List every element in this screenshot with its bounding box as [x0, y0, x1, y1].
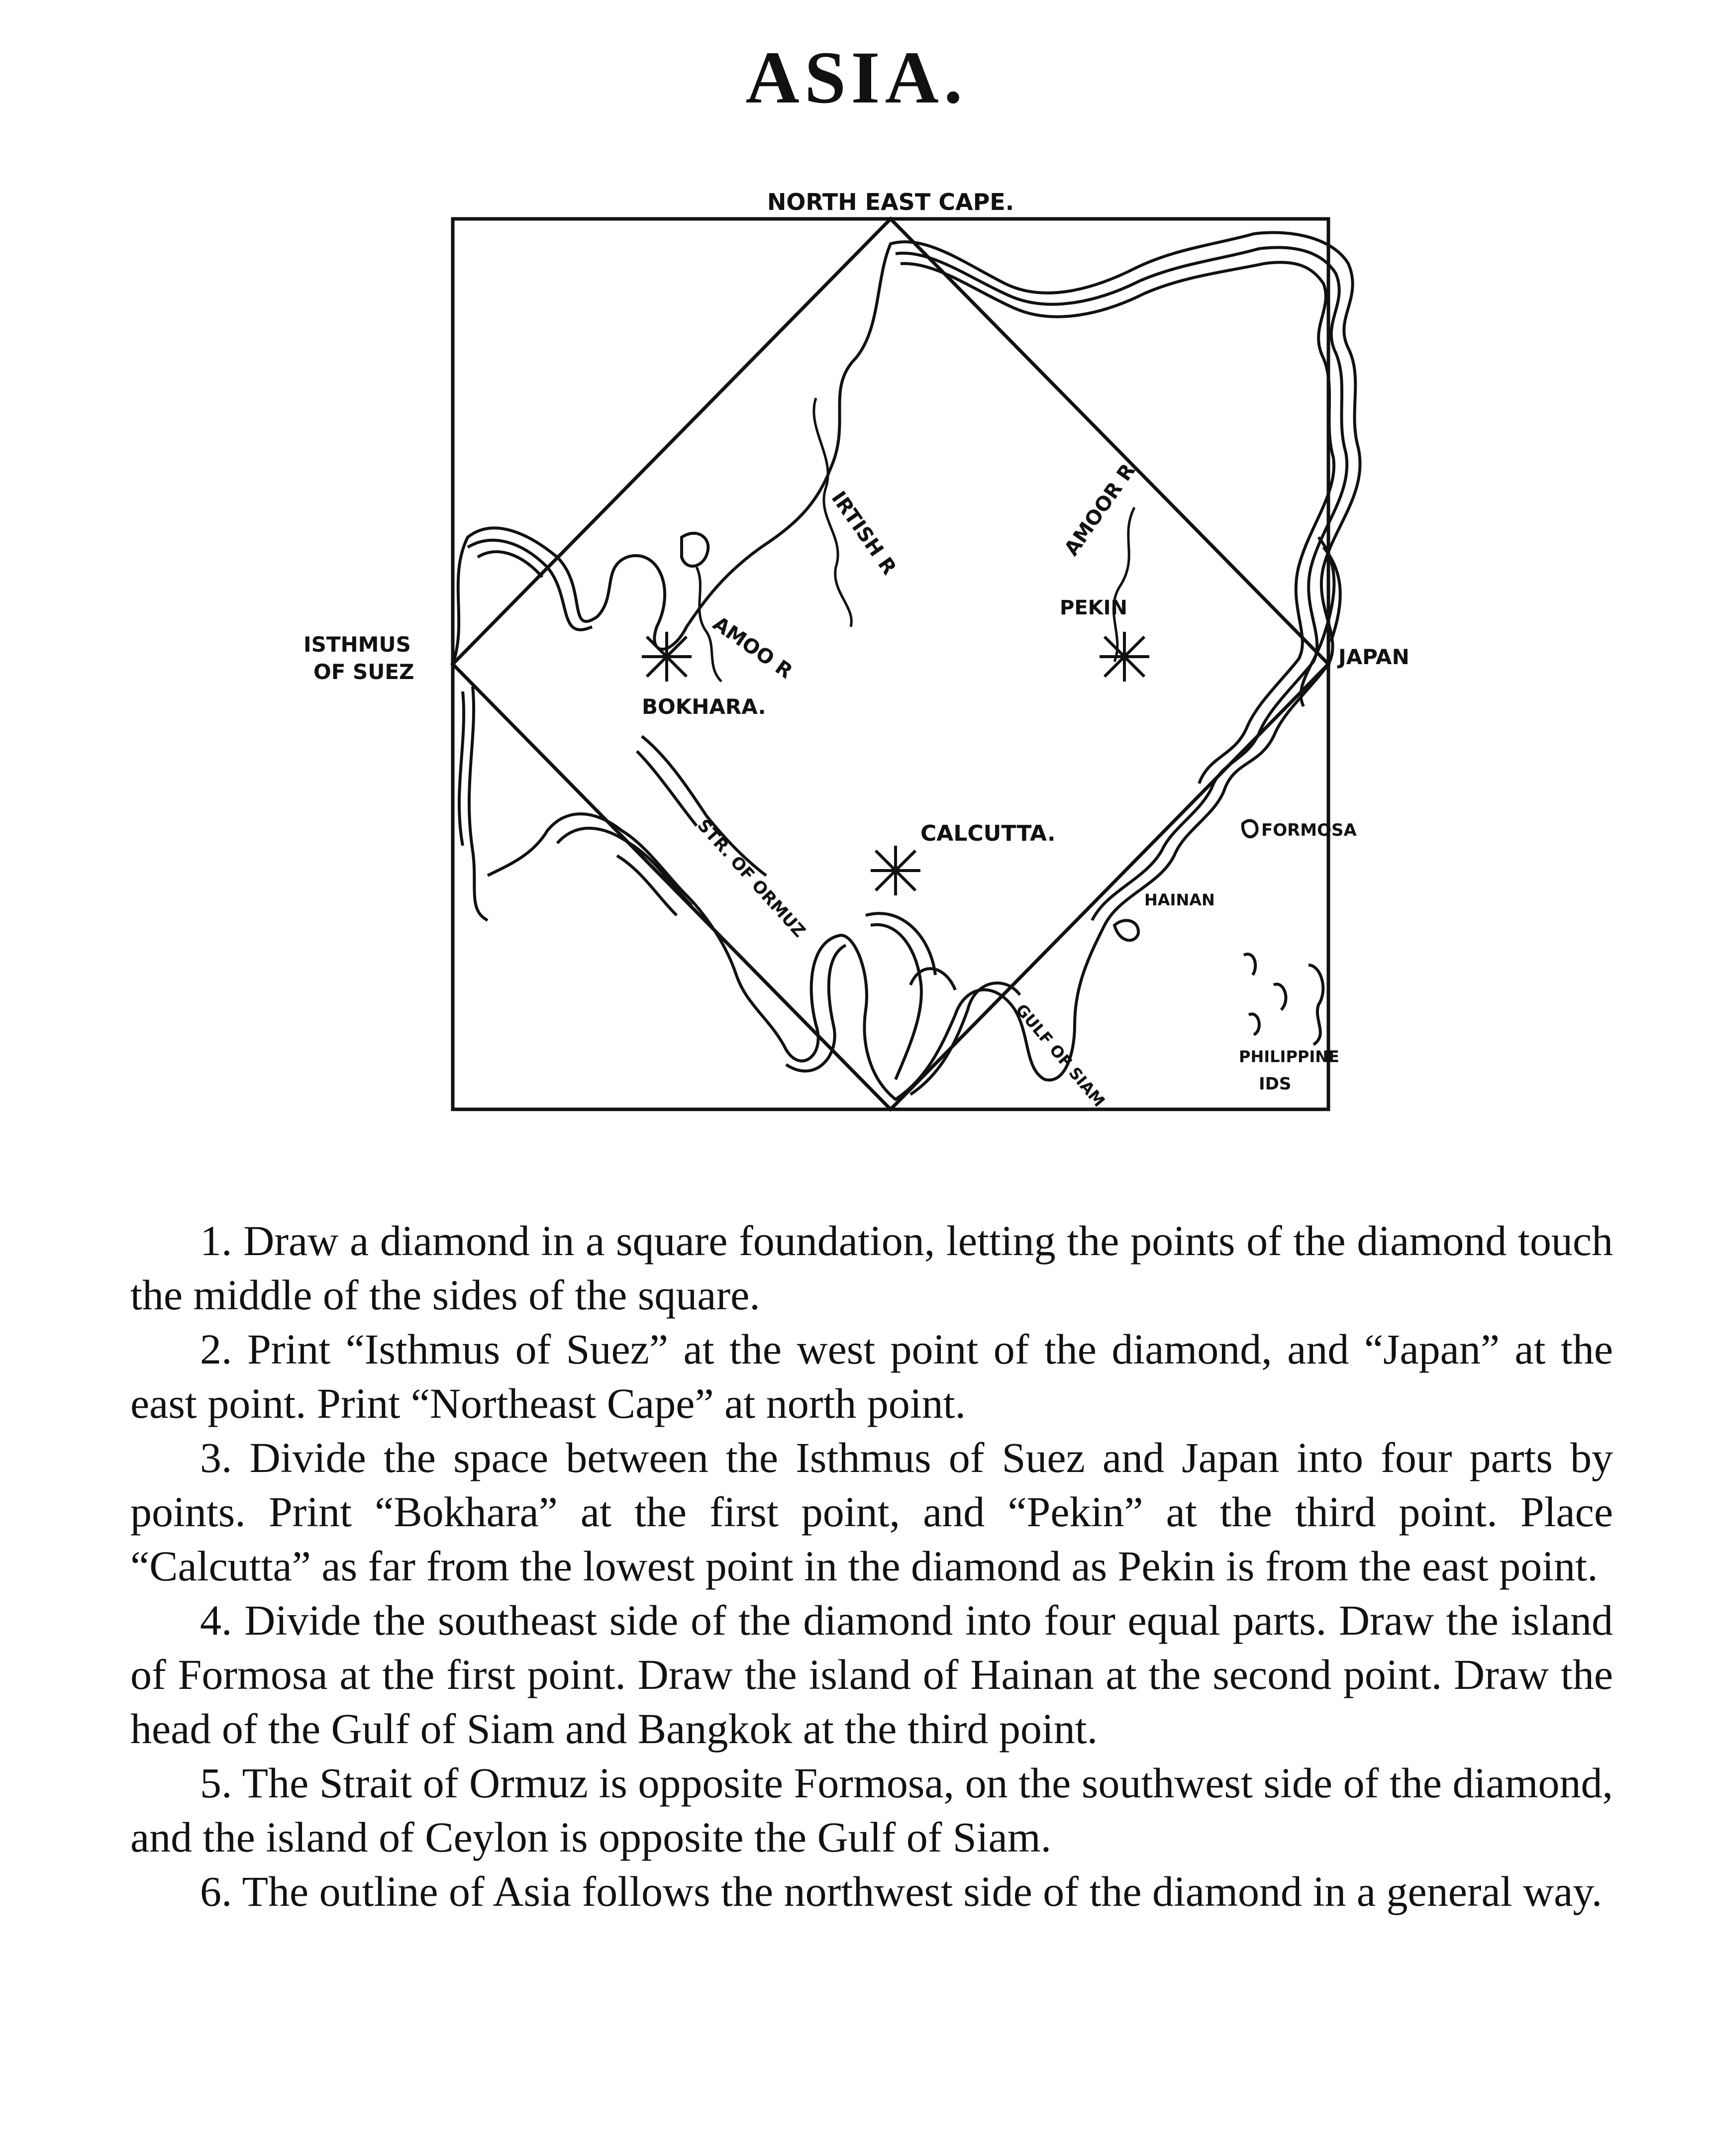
coastline-contour: [786, 945, 1020, 1094]
page-title: ASIA.: [745, 36, 968, 119]
asia-coastline: [453, 233, 1360, 1100]
label-bokhara: BOKHARA.: [642, 694, 766, 719]
construction-frame: [453, 219, 1328, 1109]
label-formosa: FORMOSA: [1261, 820, 1357, 840]
persian-gulf-coast: [637, 736, 766, 876]
label-amoor: AMOOR R: [1060, 459, 1140, 560]
coastline: [453, 233, 1360, 1100]
label-isthmus: OF SUEZ: [313, 660, 414, 684]
coastline-contour: [901, 262, 1334, 784]
islands: [682, 533, 1340, 1045]
formosa-island: [1243, 820, 1257, 837]
bokhara-marker: [642, 632, 692, 682]
label-philippine: IDS: [1259, 1074, 1292, 1094]
label-japan: JAPAN: [1338, 645, 1410, 669]
square-foundation: [453, 219, 1328, 1109]
label-north-east-cape: NORTH EAST CAPE.: [767, 189, 1014, 215]
label-hainan: HAINAN: [1144, 890, 1215, 909]
label-irtish: IRTISH R: [826, 487, 901, 579]
label-philippine: PHILIPPINE: [1239, 1047, 1339, 1066]
calcutta-marker: [871, 846, 920, 895]
instruction-item: 1. Draw a diamond in a square foundation, letting the points of the diamond touch the middle of the sides of the square.: [130, 1217, 1613, 1319]
instructions-list: [130, 1214, 1613, 1919]
asia-outline-map: [299, 189, 1443, 1134]
instruction-item: 6. The outline of Asia follows the northwest side of the diamond in a general way.: [200, 1867, 1603, 1915]
india-contour: [866, 913, 935, 1079]
instruction-item: 3. Divide the space between the Isthmus of Suez and Japan into four parts by points. Print “Bokhara” at the first point, and “Pekin” at the third point. Place “Calcutta” as far from the lowest point in the diamond as Pekin is from the east point.: [130, 1434, 1613, 1590]
instruction-item: 2. Print “Isthmus of Suez” at the west point of the diamond, and “Japan” at the east point. Print “Northeast Cape” at north point.: [130, 1325, 1613, 1427]
red-sea-coast: [459, 686, 488, 920]
coastline-contour: [557, 828, 692, 915]
instruction-item: 4. Divide the southeast side of the diamond into four equal parts. Draw the island of Formosa at the first point. Draw the island of Hainan at the second point. Draw the head of the Gulf of Siam and Bangkok at the third point.: [130, 1596, 1613, 1753]
pekin-marker: [1100, 632, 1149, 682]
label-gulf-of-siam: GULF OF SIAM: [1011, 1000, 1109, 1111]
hainan-island: [1114, 920, 1138, 940]
label-amoo: AMOO R: [708, 612, 797, 684]
map-labels: [303, 189, 1410, 1110]
instruction-item: 5. The Strait of Ormuz is opposite Formosa, on the southwest side of the diamond, and the island of Ceylon is opposite the Gulf of Siam.: [130, 1759, 1613, 1861]
diamond: [453, 219, 1328, 1109]
japan-island: [1301, 537, 1340, 706]
label-isthmus: ISTHMUS: [303, 632, 411, 657]
label-pekin: PEKIN: [1060, 596, 1127, 619]
aral-sea: [682, 533, 708, 566]
label-calcutta: CALCUTTA.: [920, 821, 1056, 846]
philippine-islands: [1244, 954, 1323, 1045]
label-strait-of-ormuz: STR. OF ORMUZ: [693, 815, 809, 942]
